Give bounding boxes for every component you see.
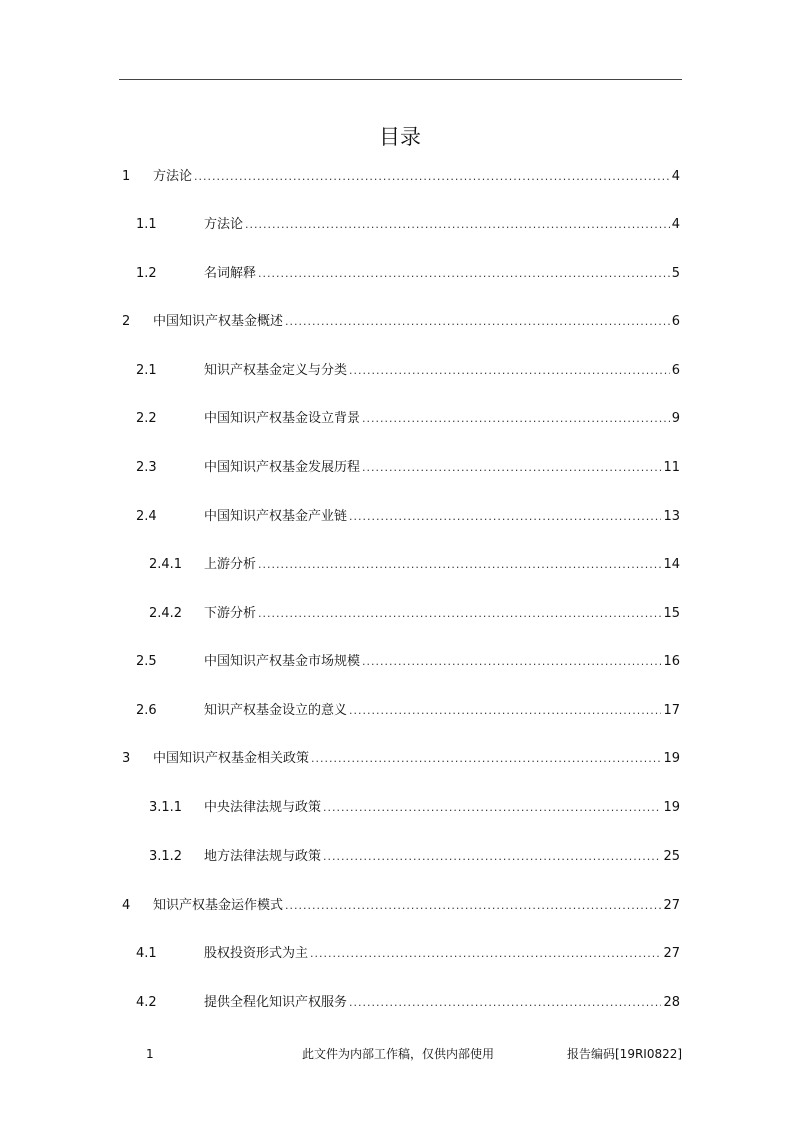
toc-entry-page: 19 — [663, 800, 680, 815]
toc-entry-label: 知识产权基金设立的意义 — [204, 703, 348, 718]
toc-entry-number: 2.2 — [136, 411, 157, 426]
toc-entry[interactable] — [119, 944, 680, 964]
toc-entry-page: 28 — [663, 995, 680, 1010]
toc-entry-label: 方法论 — [153, 169, 193, 184]
toc-entry-page: 19 — [663, 751, 680, 766]
toc-entry[interactable] — [119, 847, 680, 867]
toc-entry[interactable] — [119, 312, 680, 332]
toc-entry-label: 中央法律法规与政策 — [204, 800, 322, 815]
toc-entry-label: 知识产权基金运作模式 — [153, 898, 284, 913]
toc-entry-label: 上游分析 — [204, 557, 257, 572]
toc-leader-dots — [245, 215, 670, 235]
footer-page-number: 1 — [146, 1047, 154, 1061]
toc-entry-label: 中国知识产权基金设立背景 — [204, 411, 361, 426]
toc-entry-number: 3.1.2 — [149, 849, 183, 864]
toc-entry[interactable] — [119, 361, 680, 381]
toc-entry[interactable] — [119, 409, 680, 429]
toc-entry[interactable] — [119, 896, 680, 916]
toc-entry-number: 4.2 — [136, 995, 157, 1010]
toc-entry-page: 27 — [663, 946, 680, 961]
toc-entry-label: 知识产权基金定义与分类 — [204, 363, 348, 378]
toc-entry-page: 15 — [663, 606, 680, 621]
toc-leader-dots — [258, 555, 661, 575]
toc-entry-number: 4 — [122, 898, 131, 913]
toc-entry[interactable] — [119, 749, 680, 769]
toc-entry-page: 11 — [663, 460, 680, 475]
toc-leader-dots — [349, 361, 670, 381]
toc-entry-number: 2.6 — [136, 703, 157, 718]
toc-leader-dots — [362, 458, 661, 478]
footer-notice: 此文件为内部工作稿，仅供内部使用 — [302, 1047, 495, 1061]
toc-leader-dots — [285, 896, 661, 916]
header-rule — [119, 79, 682, 80]
toc-leader-dots — [323, 847, 661, 867]
toc-entry-number: 3 — [122, 751, 131, 766]
toc-leader-dots — [349, 993, 661, 1013]
toc-entry-page: 4 — [671, 169, 680, 184]
toc-entry-label: 地方法律法规与政策 — [204, 849, 322, 864]
page-title: 目录 — [379, 125, 421, 149]
toc-entry-number: 2.1 — [136, 363, 157, 378]
toc-entry-number: 2 — [122, 314, 131, 329]
toc-entry-label: 中国知识产权基金概述 — [153, 314, 284, 329]
toc-entry[interactable] — [119, 652, 680, 672]
toc-entry-page: 9 — [671, 411, 680, 426]
toc-leader-dots — [258, 604, 661, 624]
toc-entry-number: 2.5 — [136, 654, 157, 669]
toc-entry-number: 1.1 — [136, 217, 157, 232]
toc-entry-label: 中国知识产权基金发展历程 — [204, 460, 361, 475]
toc-leader-dots — [362, 409, 670, 429]
toc-leader-dots — [194, 167, 670, 187]
toc-entry-label: 中国知识产权基金产业链 — [204, 509, 348, 524]
toc-entry-page: 14 — [663, 557, 680, 572]
toc-entry-number: 1 — [122, 169, 131, 184]
toc-entry-page: 27 — [663, 898, 680, 913]
toc-entry-label: 中国知识产权基金相关政策 — [153, 751, 310, 766]
toc-entry-page: 16 — [663, 654, 680, 669]
toc-entry-page: 25 — [663, 849, 680, 864]
toc-leader-dots — [258, 264, 670, 284]
toc-entry-number: 2.4.2 — [149, 606, 183, 621]
toc-entry-label: 股权投资形式为主 — [204, 946, 309, 961]
toc-entry-label: 提供全程化知识产权服务 — [204, 995, 348, 1010]
toc-entry[interactable] — [119, 993, 680, 1013]
toc-entry-page: 17 — [663, 703, 680, 718]
toc-entry-number: 2.4.1 — [149, 557, 183, 572]
toc-entry[interactable] — [119, 798, 680, 818]
toc-leader-dots — [285, 312, 670, 332]
footer-report-code: 报告编码[19RI0822] — [567, 1047, 683, 1061]
toc-entry-page: 6 — [671, 314, 680, 329]
toc-entry[interactable] — [119, 167, 680, 187]
toc-entry-number: 4.1 — [136, 946, 157, 961]
toc-leader-dots — [349, 701, 661, 721]
toc-entry[interactable] — [119, 264, 680, 284]
toc-entry-page: 6 — [671, 363, 680, 378]
toc-entry-page: 5 — [671, 266, 680, 281]
toc-entry-page: 4 — [671, 217, 680, 232]
toc-entry[interactable] — [119, 555, 680, 575]
toc-entry-page: 13 — [663, 509, 680, 524]
toc-entry-label: 方法论 — [204, 217, 244, 232]
toc-leader-dots — [362, 652, 661, 672]
toc-entry[interactable] — [119, 215, 680, 235]
toc-leader-dots — [349, 507, 661, 527]
toc-entry[interactable] — [119, 507, 680, 527]
toc-leader-dots — [310, 944, 661, 964]
toc-entry-number: 1.2 — [136, 266, 157, 281]
toc-leader-dots — [323, 798, 661, 818]
toc-entry[interactable] — [119, 604, 680, 624]
toc-entry-number: 2.4 — [136, 509, 157, 524]
toc-entry-number: 2.3 — [136, 460, 157, 475]
toc-entry-number: 3.1.1 — [149, 800, 183, 815]
toc-entry-label: 中国知识产权基金市场规模 — [204, 654, 361, 669]
toc-entry-label: 名词解释 — [204, 266, 257, 281]
toc-entry[interactable] — [119, 458, 680, 478]
toc-leader-dots — [311, 749, 661, 769]
toc-entry-label: 下游分析 — [204, 606, 257, 621]
toc-entry[interactable] — [119, 701, 680, 721]
